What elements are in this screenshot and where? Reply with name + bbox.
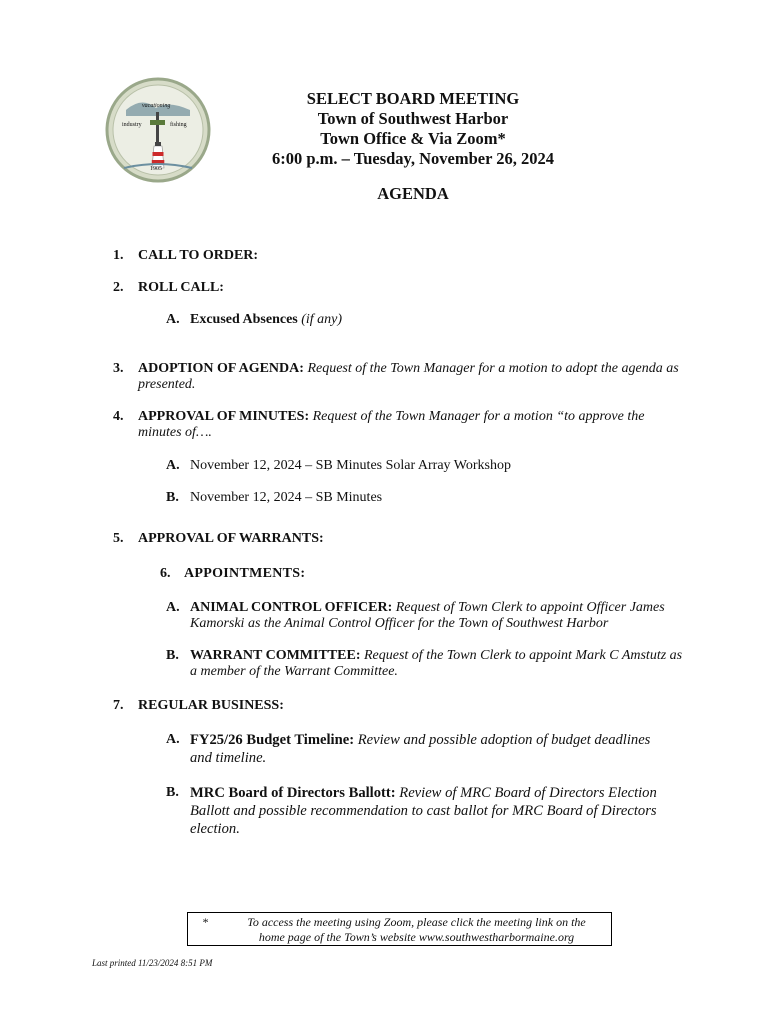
item-number: 4.	[113, 409, 124, 424]
item-title: APPROVAL OF MINUTES:	[138, 409, 310, 424]
meeting-title: SELECT BOARD MEETING	[306, 89, 520, 108]
sub-item-title: MRC Board of Directors Ballott:	[190, 785, 396, 801]
zoom-footnote-box	[187, 912, 612, 946]
item-number: 2.	[113, 280, 124, 295]
meeting-location: Town Office & Via Zoom*	[320, 129, 506, 148]
sub-item-desc: Review of MRC Board of Directors Election	[399, 785, 657, 801]
item-title-call-to-order: CALL TO ORDER:	[138, 248, 259, 263]
item-number: 3.	[113, 361, 124, 376]
item-desc: Request of the Town Manager for a motion to adopt the agenda as	[307, 361, 679, 376]
sub-item-title: WARRANT COMMITTEE:	[190, 648, 361, 663]
item-number: 1.	[113, 248, 124, 263]
sub-item-minutes: November 12, 2024 – SB Minutes	[190, 490, 383, 505]
footnote-asterisk: *	[202, 915, 208, 929]
sub-item-letter: A.	[166, 458, 180, 473]
sub-item-letter: A.	[166, 312, 180, 327]
item-approval-of-minutes	[138, 409, 644, 441]
sub-item-title: ANIMAL CONTROL OFFICER:	[190, 600, 393, 615]
sub-item-desc: Review and possible adoption of budget deadlines	[357, 732, 651, 748]
footnote-line-2: home page of the Town’s website www.southwestharbormaine.org	[258, 930, 575, 944]
item-desc: Request of the Town Manager for a motion “to approve the	[312, 409, 645, 424]
sub-item-desc: Request of the Town Clerk to appoint Mark C Amstutz as	[363, 648, 683, 663]
sub-item-desc-cont: Kamorski as the Animal Control Officer for the Town of Southwest Harbor	[190, 616, 609, 631]
sub-item-desc-cont2: election.	[190, 821, 240, 837]
footnote-text	[230, 915, 603, 945]
meeting-datetime: 6:00 p.m. – Tuesday, November 26, 2024	[271, 149, 555, 168]
item-title-regular-business: REGULAR BUSINESS:	[138, 698, 284, 713]
agenda-heading: AGENDA	[377, 184, 449, 203]
sub-item-title: Excused Absences	[190, 312, 298, 327]
sub-item-desc-cont: a member of the Warrant Committee.	[190, 664, 398, 679]
item-number: 6.	[160, 566, 171, 581]
item-number: 5.	[113, 531, 124, 546]
sub-item-desc-cont: Ballott and possible recommendation to cast ballot for MRC Board of Directors	[190, 803, 657, 819]
sub-item-excused-absences	[190, 312, 342, 328]
sub-item-letter: B.	[166, 648, 179, 663]
seal-word-fishing: fishing	[170, 122, 187, 128]
sub-item-budget-timeline	[190, 731, 650, 767]
sub-item-minutes-workshop: November 12, 2024 – SB Minutes Solar Array Workshop	[190, 458, 511, 473]
sub-item-animal-control-officer	[190, 600, 665, 632]
sub-item-title: FY25/26 Budget Timeline:	[190, 732, 355, 748]
sub-item-letter: B.	[166, 490, 179, 505]
town-name: Town of Southwest Harbor	[317, 109, 509, 128]
item-number: 7.	[113, 698, 124, 713]
item-desc-cont: presented.	[138, 377, 196, 392]
sub-item-letter: A.	[166, 732, 180, 747]
sub-item-desc: Request of Town Clerk to appoint Officer James	[395, 600, 665, 615]
sub-item-warrant-committee	[190, 648, 682, 680]
sub-item-mrc-ballot	[190, 784, 657, 838]
item-title: ADOPTION OF AGENDA:	[138, 361, 304, 376]
sub-item-letter: A.	[166, 600, 180, 615]
seal-word-vacationing: vacationing	[142, 103, 171, 109]
footnote-line-1: To access the meeting using Zoom, please click the meeting link on the	[247, 915, 586, 929]
seal-word-industry: industry	[122, 122, 142, 128]
sub-item-letter: B.	[166, 785, 179, 800]
item-title-appointments: APPOINTMENTS:	[184, 566, 306, 581]
seal-year: 1905	[150, 166, 162, 172]
item-desc-cont: minutes of….	[138, 425, 212, 440]
last-printed-stamp: Last printed 11/23/2024 8:51 PM	[92, 958, 213, 968]
item-title-approval-of-warrants: APPROVAL OF WARRANTS:	[138, 531, 324, 546]
item-title-roll-call: ROLL CALL:	[138, 280, 224, 295]
sub-item-desc: (if any)	[301, 312, 343, 327]
item-adoption-of-agenda	[138, 361, 679, 393]
sub-item-desc-cont: and timeline.	[190, 750, 267, 766]
